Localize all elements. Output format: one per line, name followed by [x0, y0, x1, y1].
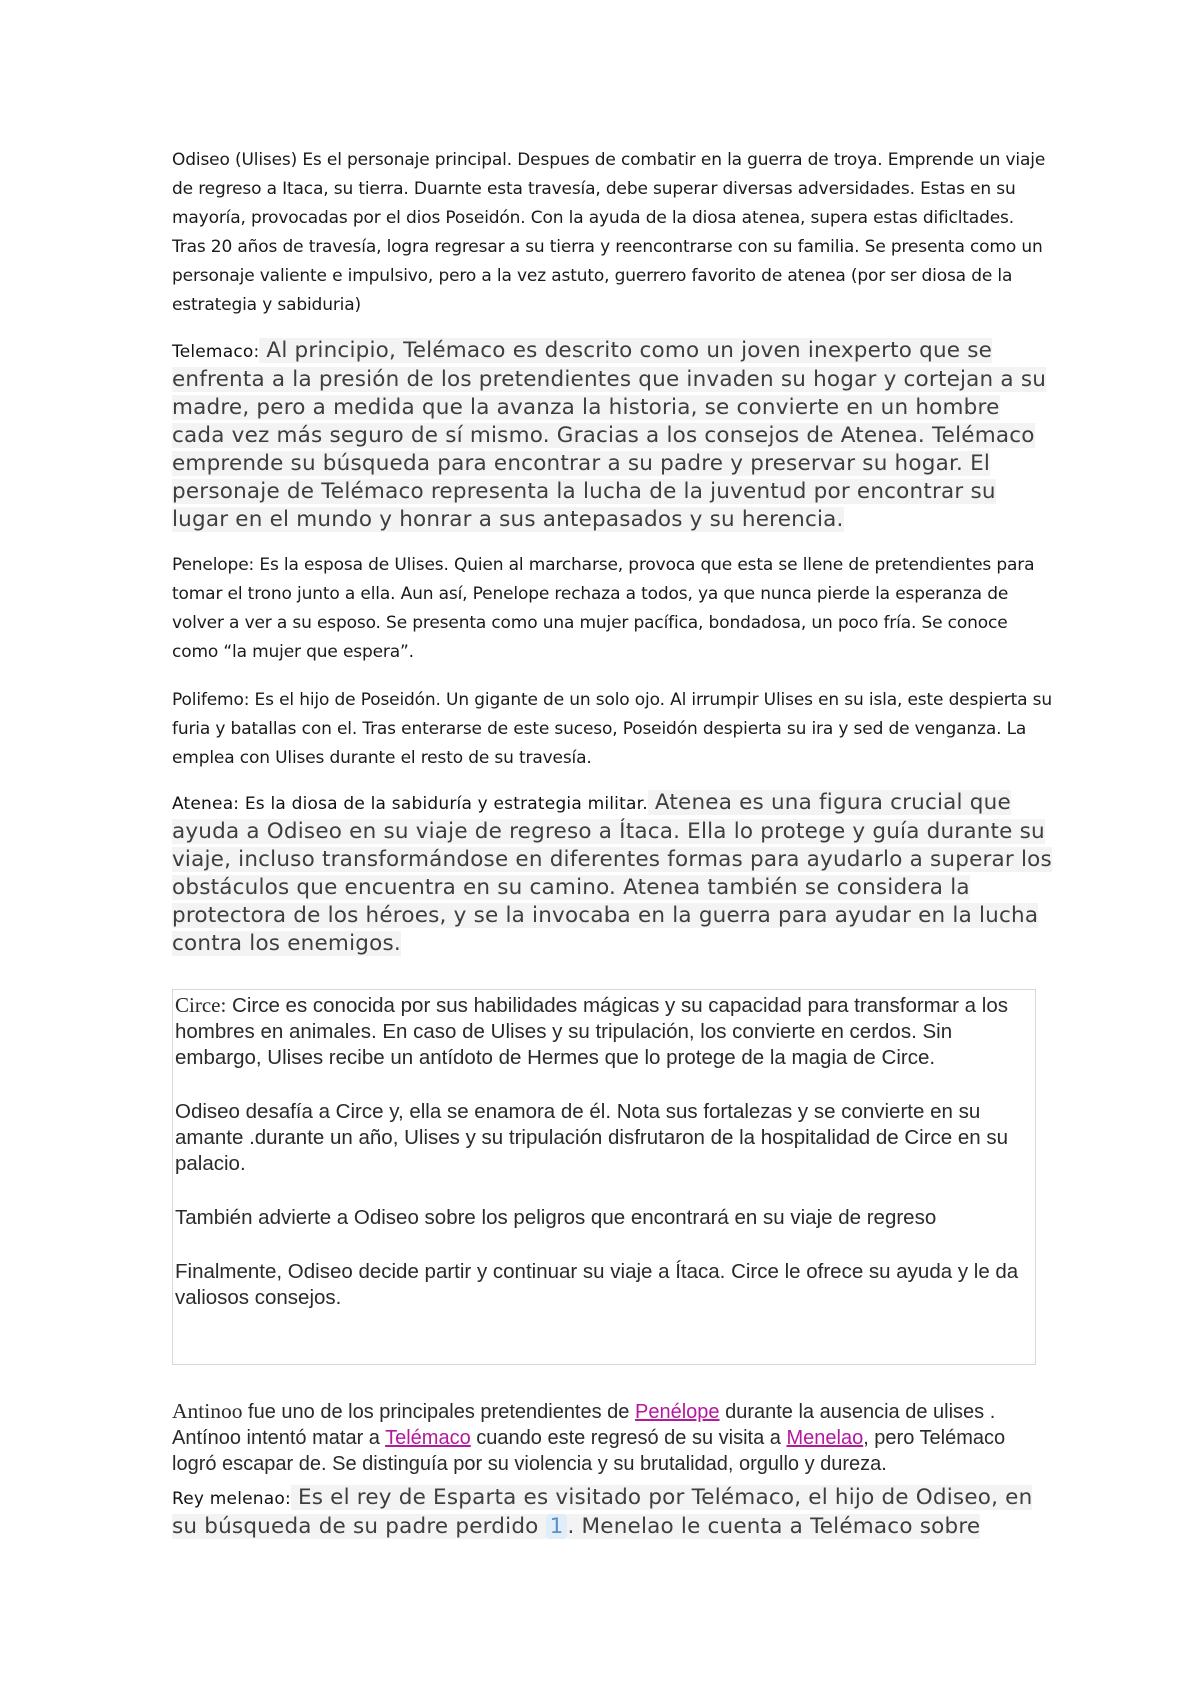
paragraph-telemaco: [172, 337, 1052, 534]
circe-paragraph-4: Finalmente, Odiseo decide partir y continuar su viaje a Ítaca. Circe le ofrece su ayuda y le da valiosos consejos.: [175, 1260, 1019, 1309]
antinoo-text-3: cuando este regresó de su visita a: [470, 1427, 787, 1449]
atenea-label: Atenea:: [172, 794, 240, 814]
paragraph-penelope: [172, 551, 1052, 667]
paragraph-antinoo: [172, 1398, 1052, 1477]
polifemo-text: Es el hijo de Poseidón. Un gigante de un solo ojo. Al irrumpir Ulises en su isla, este despierta su furia y batallas con el. Tras enterarse de este suceso, Poseidón despierta su ira y sed de venganza. La emplea con Ulises durante el resto de su travesía.: [172, 690, 1052, 768]
citation-badge[interactable]: 1: [546, 1514, 568, 1539]
atenea-text: Atenea es una figura crucial que ayuda a Odiseo en su viaje de regreso a Ítaca. Ella lo protege y guía durante su viaje, incluso transformándose en diferentes formas para ayudarlo a superar los obstáculos que encuentra en su camino. Atenea también se considera la protectora de los héroes, y se la invocaba en la guerra para ayudar en la lucha contra los enemigos.: [172, 790, 1052, 956]
penelope-label: Penelope:: [172, 555, 255, 575]
penelope-text: Es la esposa de Ulises. Quien al marcharse, provoca que esta se llene de pretendientes para tomar el trono junto a ella. Aun así, Penelope rechaza a todos, ya que nunca pierde la esperanza de volver a ver a su esposo. Se presenta como una mujer pacífica, bondadosa, un poco fría. Se conoce como “la mujer que espera”.: [172, 555, 1035, 662]
circe-box: [172, 989, 1036, 1365]
rey-label: Rey melenao:: [172, 1489, 291, 1509]
antinoo-text-2: durante la ausencia de ulises . Antínoo intentó matar a: [172, 1401, 996, 1449]
telemaco-label: Telemaco:: [172, 342, 260, 362]
paragraph-polifemo: [172, 686, 1052, 773]
link-menelao[interactable]: Menelao: [786, 1427, 864, 1449]
antinoo-text-4: , pero Telémaco logró escapar de. Se distinguía por su violencia y su brutalidad, orgullo y dureza.: [172, 1427, 1006, 1475]
rey-text-2: . Menelao le cuenta a Telémaco sobre: [567, 1514, 981, 1539]
circe-label: Circe:: [175, 993, 227, 1017]
circe-paragraph-3: También advierte a Odiseo sobre los peligros que encontrará en su viaje de regreso: [175, 1206, 937, 1229]
link-telemaco[interactable]: Telémaco: [385, 1427, 471, 1449]
odiseo-text: Odiseo (Ulises) Es el personaje principal. Despues de combatir en la guerra de troya. Emprende un viaje de regreso a Itaca, su tierra. Duarnte esta travesía, debe superar diversas adversidades. Estas en su mayoría, provocadas por el dios Poseidón. Con la ayuda de la diosa atenea, supera estas dificltades. Tras 20 años de travesía, logra regresar a su tierra y reencontrarse con su familia. Se presenta como un personaje valiente e impulsivo, pero a la vez astuto, guerrero favorito de atenea (por ser diosa de la estrategia y sabiduria): [172, 150, 1046, 315]
polifemo-label: Polifemo:: [172, 690, 250, 710]
circe-p1: Circe es conocida por sus habilidades mágicas y su capacidad para transformar a los hombres en animales. En caso de Ulises y su tripulación, los convierte en cerdos. Sin embargo, Ulises recibe un antídoto de Hermes que lo protege de la magia de Circe.: [175, 994, 1008, 1069]
circe-paragraph-1: [175, 992, 1033, 1071]
paragraph-odiseo: [172, 146, 1052, 320]
antinoo-label: Antinoo: [172, 1399, 243, 1423]
circe-paragraph-2: Odiseo desafía a Circe y, ella se enamora de él. Nota sus fortalezas y se convierte en su amante .durante un año, Ulises y su tripulación disfrutaron de la hospitalidad de Circe en su palacio.: [175, 1100, 1009, 1175]
paragraph-atenea: [172, 789, 1052, 958]
rey-text-1: Es el rey de Esparta es visitado por Telémaco, el hijo de Odiseo, en su búsqueda de su padre perdido: [172, 1485, 1033, 1539]
atenea-intro: Es la diosa de la sabiduría y estrategia militar.: [239, 794, 648, 814]
telemaco-text: Al principio, Telémaco es descrito como un joven inexperto que se enfrenta a la presión de los pretendientes que invaden su hogar y cortejan a su madre, pero a medida que la avanza la historia, se convierte en un hombre cada vez más seguro de sí mismo. Gracias a los consejos de Atenea. Telémaco emprende su búsqueda para encontrar a su padre y preservar su hogar. El personaje de Telémaco representa la lucha de la juventud por encontrar su lugar en el mundo y honrar a sus antepasados y su herencia.: [172, 338, 1047, 532]
link-penelope[interactable]: Penélope: [634, 1401, 720, 1423]
paragraph-rey-menelao: [172, 1484, 1052, 1541]
antinoo-text-1: fue uno de los principales pretendientes de: [242, 1401, 635, 1423]
